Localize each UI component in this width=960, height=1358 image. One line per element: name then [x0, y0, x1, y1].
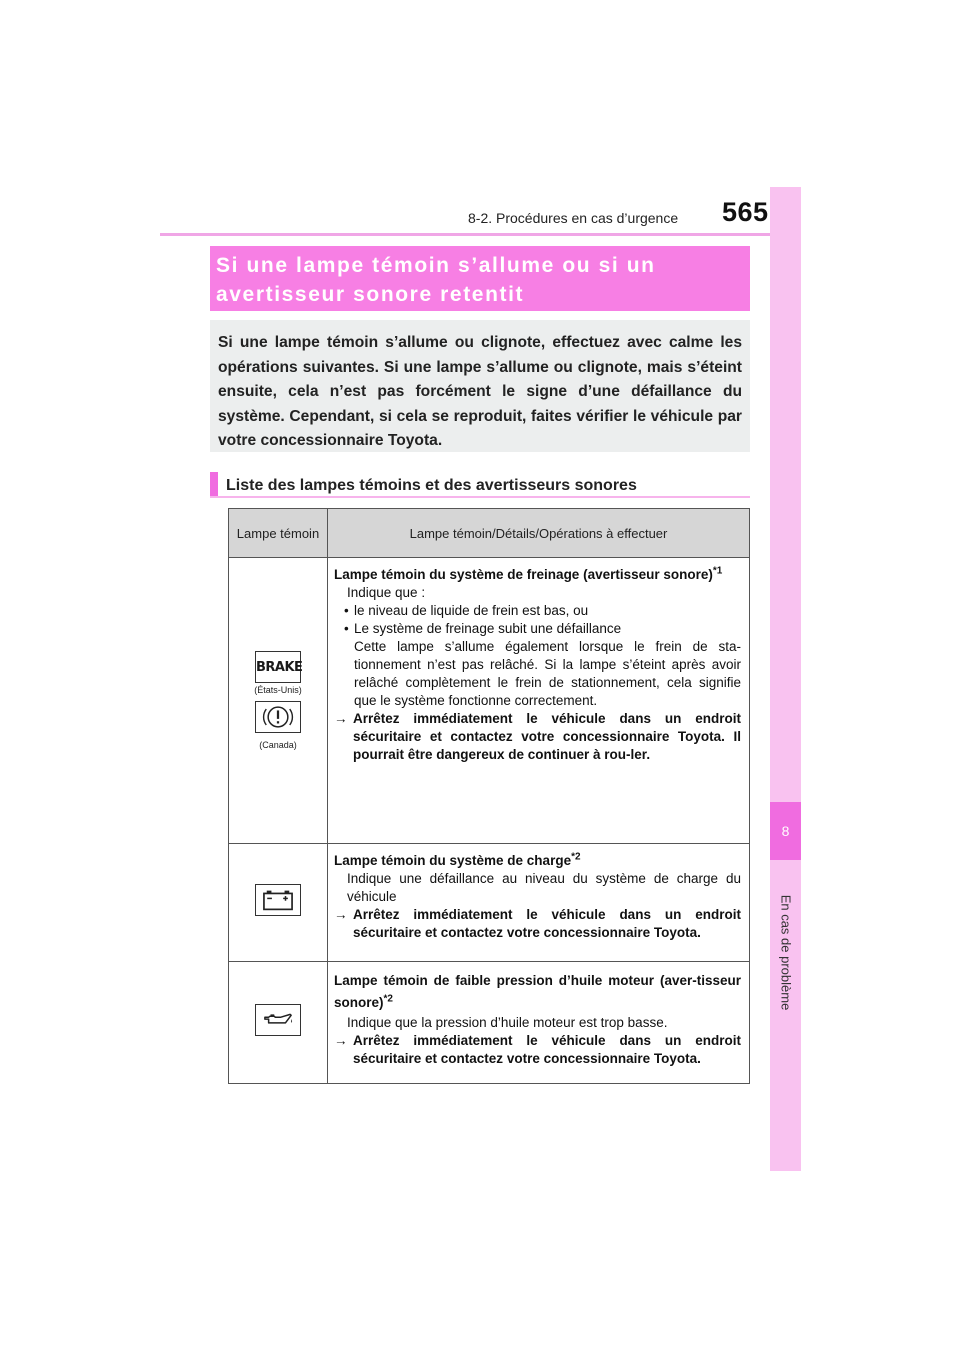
row-title-text: Lampe témoin du système de charge	[334, 853, 572, 868]
subheading: Liste des lampes témoins et des avertisseurs sonores	[226, 477, 637, 494]
description-cell	[328, 558, 750, 844]
row-title-text: Lampe témoin du système de freinage (avertisseur sonore)	[334, 567, 713, 582]
footnote-marker: *2	[571, 851, 581, 863]
row-title	[334, 970, 741, 1014]
warning-lamp-table	[228, 508, 750, 1084]
row-intro: Indique que :	[347, 585, 426, 600]
chapter-title: En cas de problème	[778, 894, 793, 1010]
bullet-item: • Le système de freinage subit une défaillance	[334, 620, 741, 638]
row-detail: Indique une défaillance au niveau du système de charge du véhicule	[347, 871, 741, 904]
table-row	[229, 844, 750, 962]
arrow-icon: →	[334, 907, 348, 922]
chapter-title-vertical	[770, 872, 801, 1032]
action-text	[334, 1032, 741, 1068]
intro-box	[210, 320, 750, 452]
section-title-line1: Si une lampe témoin s’allume ou si un	[216, 254, 656, 277]
icon-cell	[229, 962, 328, 1084]
intro-text: Si une lampe témoin s’allume ou clignote, effectuez avec calme les opérations suivantes. Si une lampe s’allume ou clignote, mais s’éteint ensuite, cela n’est pas forcément le signe d’une défaillance du système. Cependant, si cela se reproduit, faites vérifier le véhicule par votre concessionnaire Toyota.	[218, 334, 742, 449]
table-header-row	[229, 509, 750, 558]
table-row	[229, 962, 750, 1084]
table-header-description: Lampe témoin/Détails/Opérations à effectuer	[328, 509, 750, 558]
subheading-marker	[210, 472, 218, 496]
footnote-marker: *1	[712, 565, 723, 577]
row-detail: Indique que la pression d’huile moteur est trop basse.	[347, 1015, 668, 1030]
action-text	[334, 710, 741, 764]
action-text-content: Arrêtez immédiatement le véhicule dans un endroit sécuritaire et contactez votre concessionnaire Toyota. Il pourrait être dangereux de continuer à rou-ler.	[353, 711, 741, 762]
page-number: 565	[722, 197, 769, 227]
row-title-text: Lampe témoin de faible pression d’huile moteur (aver-tisseur sonore)	[334, 973, 741, 1010]
bullet-detail: Cette lampe s’allume également lorsque le frein de sta-tionnement n’est pas relâché. Si la lampe s’éteint après avoir relâché complètement le frein de stationnement, cela signifie que le système fonctionne correctement.	[354, 639, 741, 708]
subheading-rule	[210, 496, 750, 498]
icon-cell	[229, 558, 328, 844]
oil-can-icon	[255, 1004, 301, 1036]
arrow-icon: →	[334, 711, 348, 726]
description-cell	[328, 962, 750, 1084]
row-title	[334, 566, 741, 584]
row-title	[334, 852, 741, 870]
section-title-line2: avertisseur sonore retentit	[216, 283, 525, 306]
table-header-icon: Lampe témoin	[229, 509, 328, 558]
icon-caption: (Canada)	[259, 740, 297, 750]
description-cell	[328, 844, 750, 962]
action-text-content: Arrêtez immédiatement le véhicule dans un endroit sécuritaire et contactez votre concessionnaire Toyota.	[353, 1033, 741, 1066]
header-rule	[160, 233, 800, 236]
icon-caption: (États-Unis)	[254, 685, 302, 695]
arrow-icon: →	[334, 1033, 348, 1048]
header-section-title: 8-2. Procédures en cas d’urgence	[468, 210, 679, 226]
action-text	[334, 906, 741, 942]
brake-warning-icon: BRAKE	[255, 651, 301, 683]
chapter-number: 8	[770, 802, 801, 860]
action-text-content: Arrêtez immédiatement le véhicule dans un endroit sécuritaire et contactez votre concessionnaire Toyota.	[353, 907, 741, 940]
footnote-marker: *2	[383, 993, 393, 1005]
bullet-item: • le niveau de liquide de frein est bas, ou	[334, 602, 741, 620]
icon-cell	[229, 844, 328, 962]
circle-exclamation-icon	[255, 701, 301, 733]
table-row	[229, 558, 750, 844]
battery-icon	[255, 884, 301, 916]
section-title-banner	[210, 246, 750, 311]
